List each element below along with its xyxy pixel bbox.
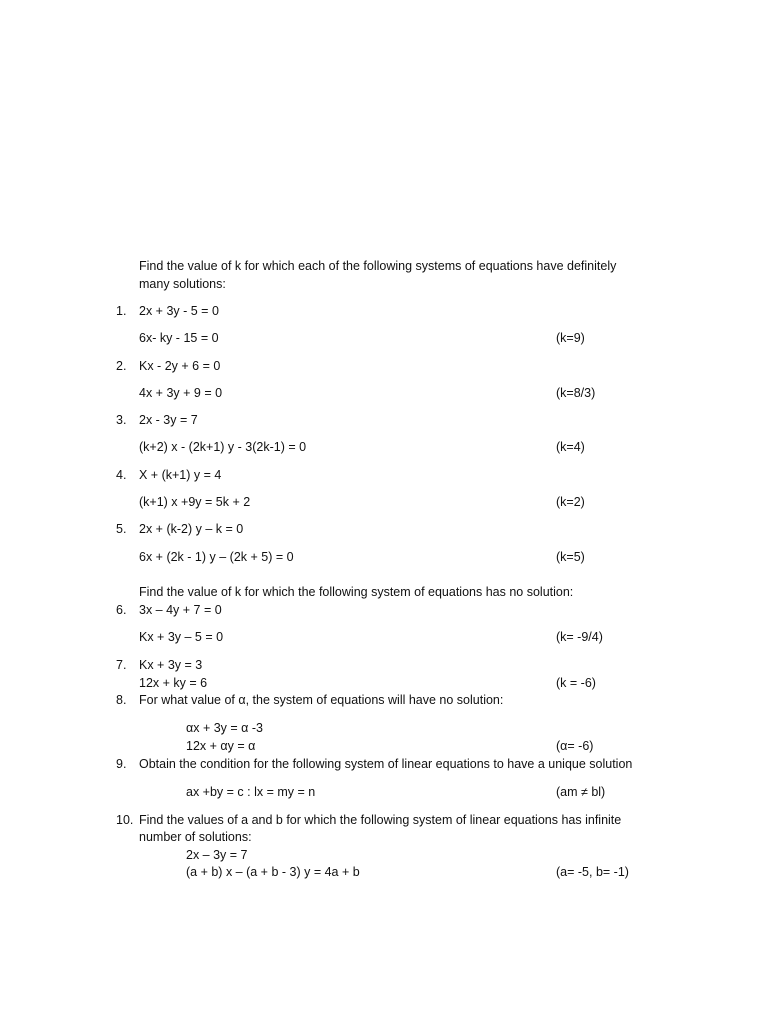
intro-line-2: many solutions: bbox=[139, 277, 226, 291]
q9-text: Obtain the condition for the following system of linear equations to have a unique solution bbox=[139, 757, 633, 771]
q1-equation-2: 6x- ky - 15 = 0 bbox=[139, 331, 219, 345]
q7-equation-1: Kx + 3y = 3 bbox=[139, 658, 203, 672]
q8-text: For what value of α, the system of equations will have no solution: bbox=[139, 693, 504, 707]
q7-equation-2: 12x + ky = 6 bbox=[139, 676, 208, 690]
intro-line-1: Find the value of k for which each of the following systems of equations have definitely bbox=[139, 259, 617, 273]
q8-equation-2: 12x + αy = α bbox=[186, 739, 256, 753]
q6-equation-2: Kx + 3y – 5 = 0 bbox=[139, 630, 224, 644]
q5-equation-1: 2x + (k-2) y – k = 0 bbox=[139, 522, 244, 536]
section2-heading: Find the value of k for which the following system of equations has no solution: bbox=[139, 585, 574, 599]
q8-equation-1: αx + 3y = α -3 bbox=[186, 721, 263, 735]
q5-answer: (k=5) bbox=[556, 550, 585, 564]
q6-number: 6. bbox=[116, 603, 127, 617]
q10-text-line-2: number of solutions: bbox=[139, 830, 252, 844]
q10-text-line-1: Find the values of a and b for which the following system of linear equations has infinite bbox=[139, 813, 622, 827]
q2-equation-1: Kx - 2y + 6 = 0 bbox=[139, 359, 221, 373]
q2-equation-2: 4x + 3y + 9 = 0 bbox=[139, 386, 223, 400]
q10-answer: (a= -5, b= -1) bbox=[556, 865, 629, 879]
q9-answer: (am ≠ bl) bbox=[556, 785, 606, 799]
q8-number: 8. bbox=[116, 693, 127, 707]
q3-answer: (k=4) bbox=[556, 440, 585, 454]
q2-number: 2. bbox=[116, 359, 127, 373]
q1-equation-1: 2x + 3y - 5 = 0 bbox=[139, 304, 219, 318]
q4-number: 4. bbox=[116, 468, 127, 482]
q9-equation: ax +by = c : lx = my = n bbox=[186, 785, 316, 799]
q8-answer: (α= -6) bbox=[556, 739, 594, 753]
q5-number: 5. bbox=[116, 522, 127, 536]
q10-equation-1: 2x – 3y = 7 bbox=[186, 848, 248, 862]
q10-number: 10. bbox=[116, 813, 134, 827]
q10-equation-2: (a + b) x – (a + b - 3) y = 4a + b bbox=[186, 865, 360, 879]
q2-answer: (k=8/3) bbox=[556, 386, 596, 400]
q9-number: 9. bbox=[116, 757, 127, 771]
q3-equation-2: (k+2) x - (2k+1) y - 3(2k-1) = 0 bbox=[139, 440, 307, 454]
q7-answer: (k = -6) bbox=[556, 676, 596, 690]
q6-answer: (k= -9/4) bbox=[556, 630, 603, 644]
q7-number: 7. bbox=[116, 658, 127, 672]
q4-answer: (k=2) bbox=[556, 495, 585, 509]
q3-equation-1: 2x - 3y = 7 bbox=[139, 413, 198, 427]
q5-equation-2: 6x + (2k - 1) y – (2k + 5) = 0 bbox=[139, 550, 294, 564]
q1-number: 1. bbox=[116, 304, 127, 318]
q4-equation-2: (k+1) x +9y = 5k + 2 bbox=[139, 495, 251, 509]
q6-equation-1: 3x – 4y + 7 = 0 bbox=[139, 603, 222, 617]
q4-equation-1: X + (k+1) y = 4 bbox=[139, 468, 222, 482]
q3-number: 3. bbox=[116, 413, 127, 427]
q1-answer: (k=9) bbox=[556, 331, 585, 345]
